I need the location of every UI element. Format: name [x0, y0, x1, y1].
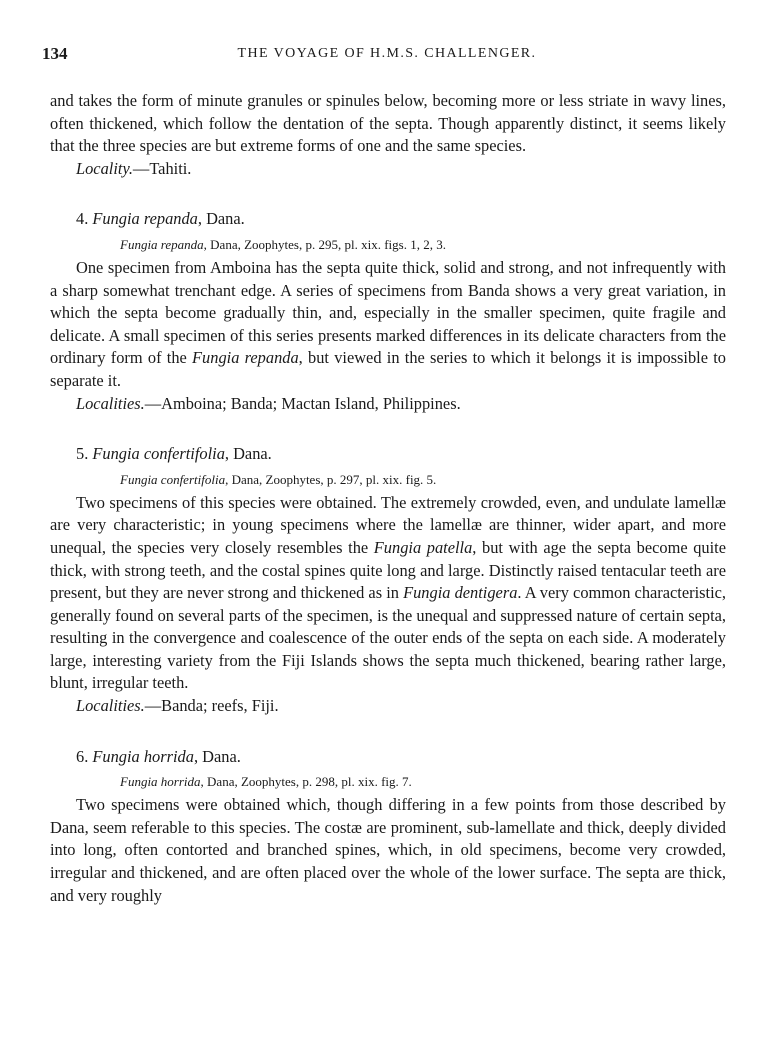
species-description: Two specimens of this species were obtained. The extremely crowded, even, and undulate lamellæ are very characteristic; in young specimens where the lamellæ are thinner, wider apart, and more unequal, the species very closely resembles the Fungia patella, but with age the septa become quite thick, with strong teeth, and the costal spines quite long and large. Distinctly raised tentacular teeth are present, but they are never strong and thickened as in Fungia dentigera. A very common characteristic, generally found on several parts of the specimen, is the unequal and suppressed nature of certain septa, resulting in the convergence and coalescence of the outer ends of the septa on each side. A moderately large, interesting variety from the Fiji Islands shows the septa much thickened, bearing rather large, blunt, irregular teeth. [50, 492, 727, 693]
page-header [42, 44, 732, 68]
intro-paragraph: and takes the form of minute granules or spinules below, becoming more or less striate in wavy lines, often thickened, which follow the dentation of the septa. Though apparently distinct, it seems likely that the three species are but extreme forms of one and the same species. [50, 91, 726, 156]
species-localities: Localities.—Banda; reefs, Fiji. [76, 696, 279, 716]
locality-value: —Tahiti. [132, 158, 192, 178]
locality-label: Locality. [76, 158, 133, 178]
species-name: Fungia confertifolia [92, 444, 225, 464]
synonymy-reference: Fungia confertifolia, Dana, Zoophytes, p. 297, pl. xix. fig. 5. [120, 471, 437, 487]
species-name: Fungia horrida [92, 746, 194, 766]
species-heading: 6. Fungia horrida, Dana. [76, 746, 241, 766]
species-heading: 4. Fungia repanda, Dana. [76, 209, 245, 229]
running-title: THE VOYAGE OF H.M.S. CHALLENGER. [237, 46, 537, 61]
page-number: 134 [42, 44, 68, 63]
species-localities: Localities.—Amboina; Banda; Mactan Island, Philippines. [76, 393, 461, 413]
species-description: Two specimens were obtained which, though differing in a few points from those described by Dana, seem referable to this species. The costæ are prominent, sub-lamellate and thick, deeply divided into long, often contorted and branched spines, which, in old specimens, become very crowded, irregular and thickened, and are often placed over the whole of the lower surface. The septa are thick, and very roughly [50, 795, 726, 905]
synonymy-reference: Fungia horrida, Dana, Zoophytes, p. 298, pl. xix. fig. 7. [120, 774, 412, 790]
intro-locality [50, 158, 726, 181]
species-name: Fungia repanda [92, 209, 198, 229]
synonymy-reference: Fungia repanda, Dana, Zoophytes, p. 295, pl. xix. figs. 1, 2, 3. [120, 236, 446, 252]
species-description: One specimen from Amboina has the septa quite thick, solid and strong, and not infrequently with a sharp somewhat trenchant edge. A series of specimens from Banda shows a very great variation, in which the septa become gradually thin, and, especially in the smaller specimen, quite fragile and delicate. A small specimen of this series presents marked differences in its delicate characters from the ordinary form of the Fungia repanda, but viewed in the series to which it belongs it is impossible to separate it. [50, 257, 727, 390]
species-heading: 5. Fungia confertifolia, Dana. [76, 444, 272, 464]
body-text [50, 90, 726, 907]
